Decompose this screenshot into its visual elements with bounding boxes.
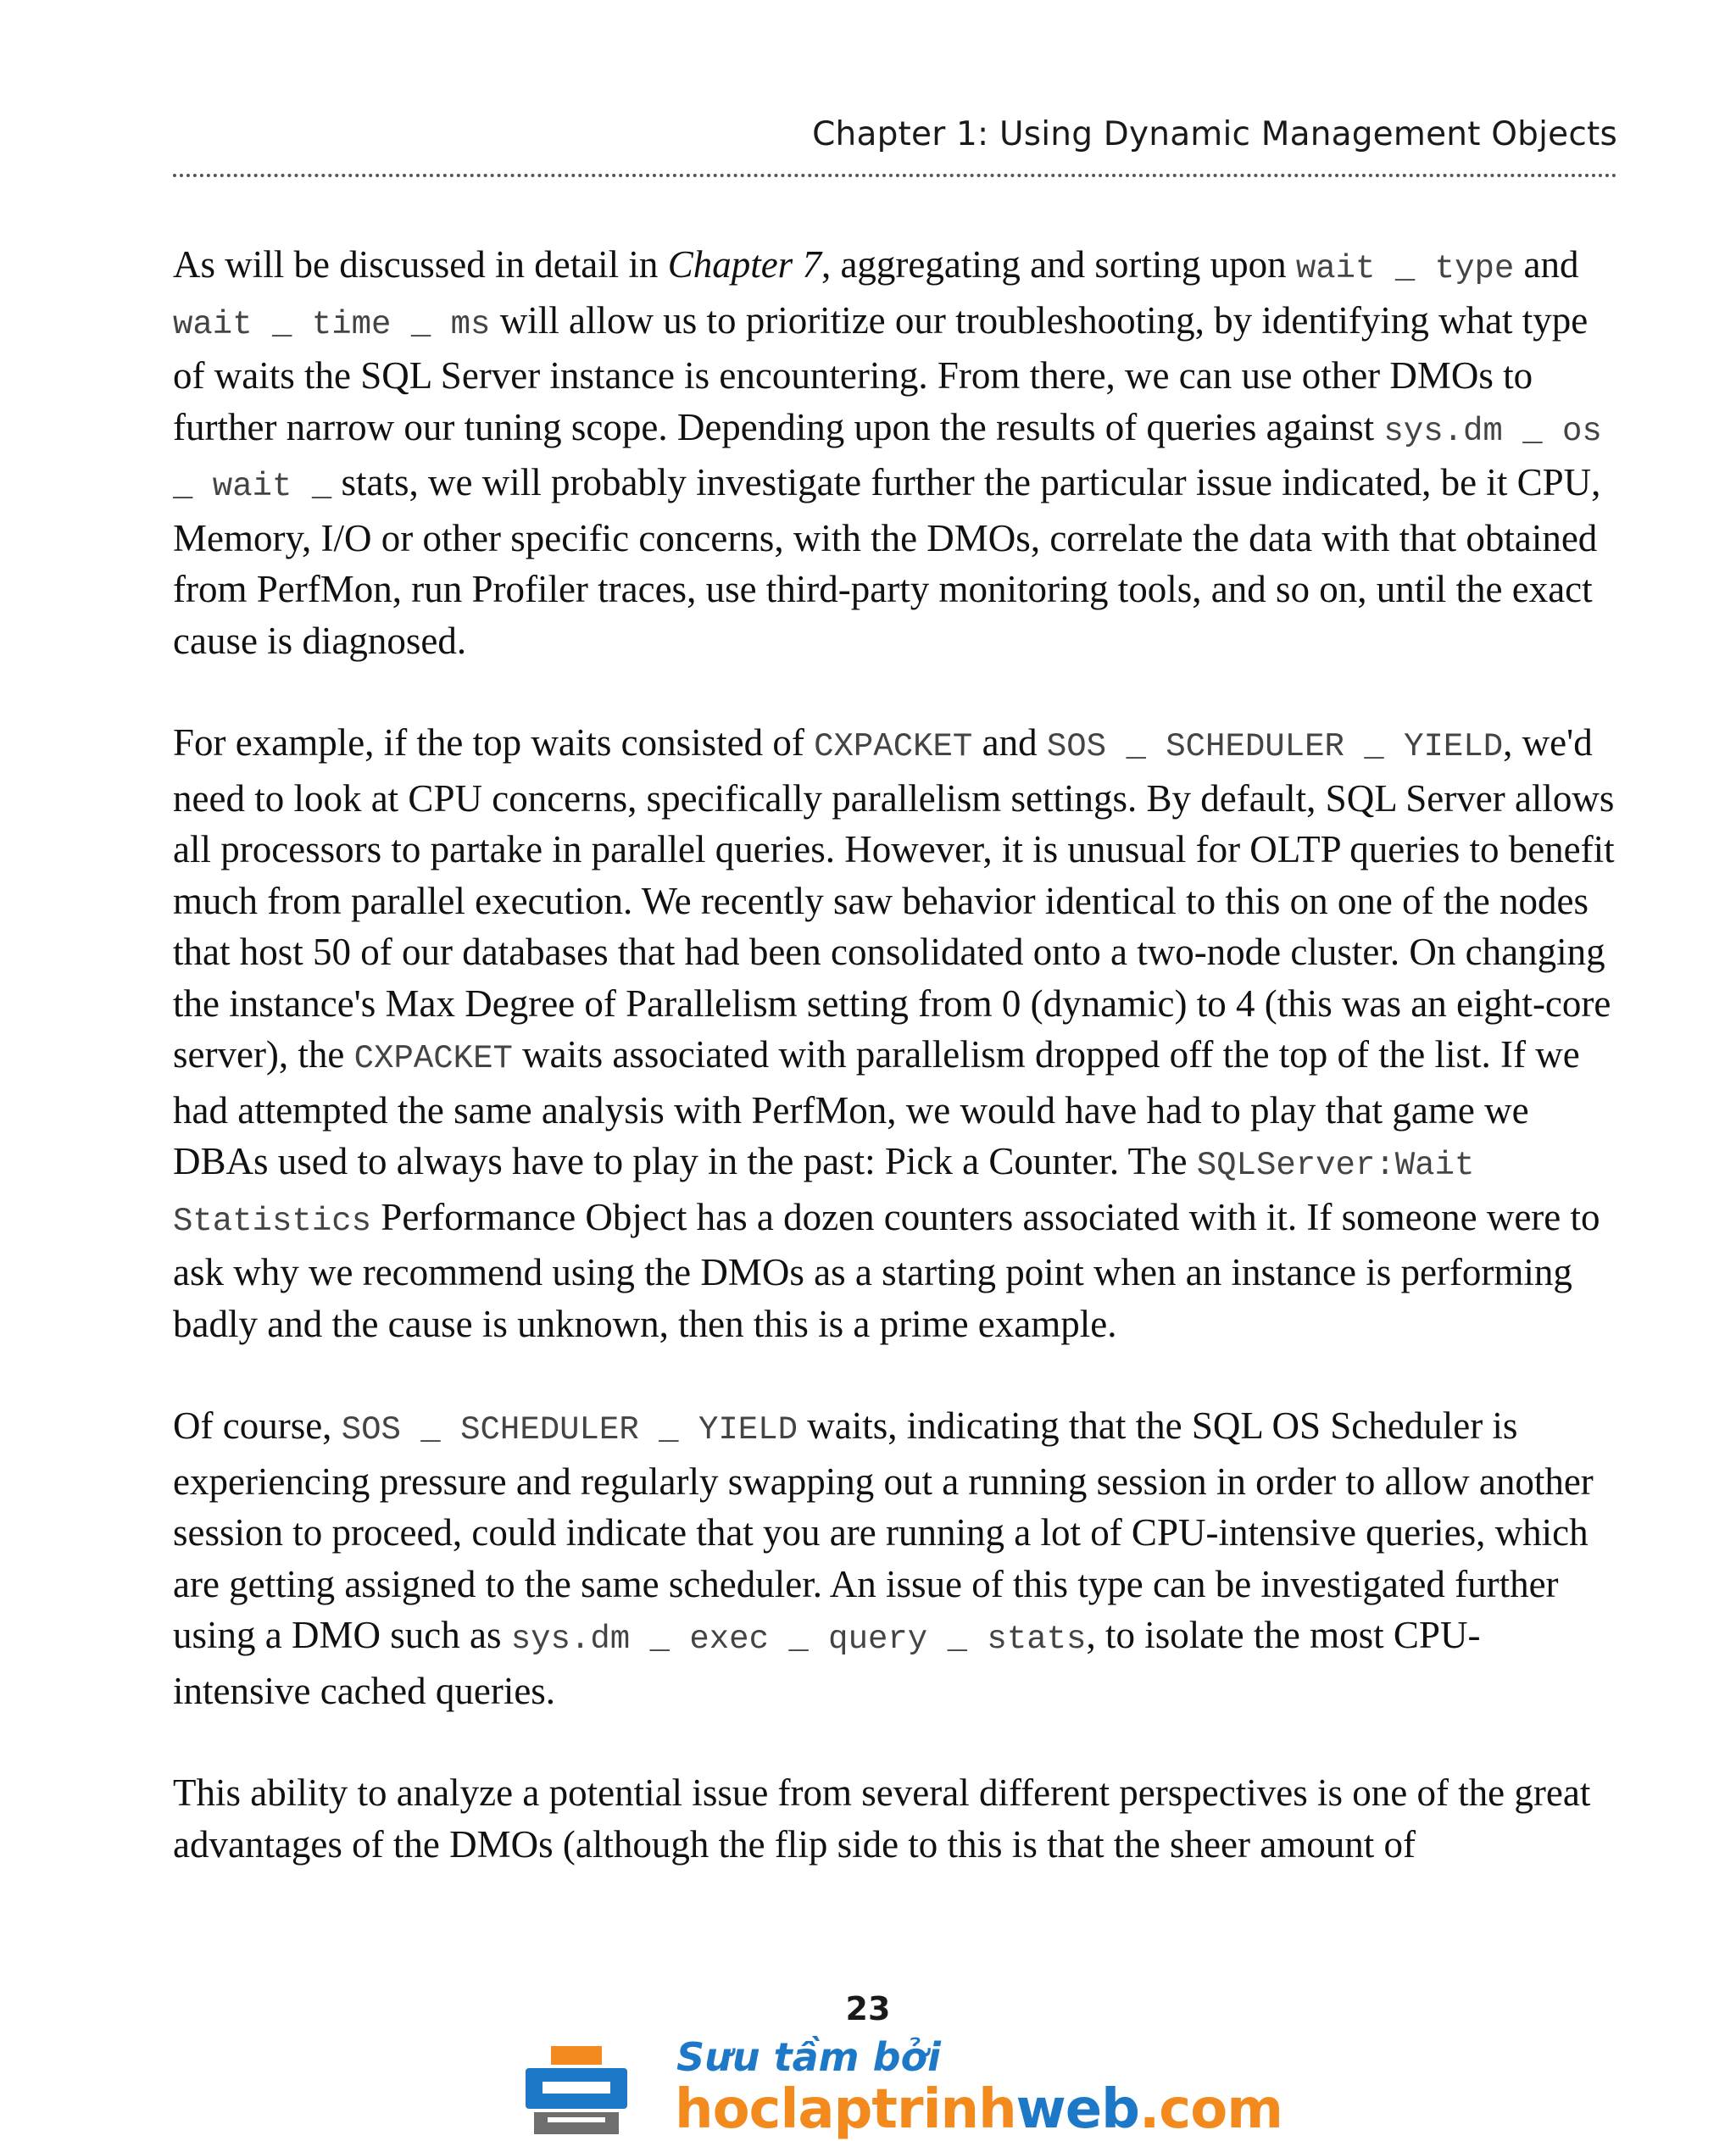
watermark-site-part: web bbox=[1015, 2078, 1139, 2141]
paragraph bbox=[173, 1767, 1617, 1870]
watermark-site-part: .com bbox=[1138, 2078, 1283, 2141]
text-run: As will be discussed in detail in bbox=[173, 243, 668, 286]
code-run: wait _ type bbox=[1295, 250, 1515, 287]
emphasis-run: Chapter 7 bbox=[667, 243, 821, 286]
watermark bbox=[526, 2034, 1283, 2141]
code-run: SOS _ SCHEDULER _ YIELD bbox=[341, 1411, 798, 1449]
text-run: For example, if the top waits consisted of bbox=[173, 721, 815, 764]
page-body bbox=[173, 239, 1617, 1921]
watermark-site-part: hoclaptrinh bbox=[675, 2078, 1016, 2141]
code-run: sys.dm _ exec _ query _ stats bbox=[510, 1621, 1087, 1658]
code-run: CXPACKET bbox=[814, 728, 973, 765]
code-run: CXPACKET bbox=[353, 1040, 513, 1077]
text-run: will allow us to prioritize our troubleshooting, by identifying what type of waits the SQL Server instance is encountering. From there, we can use other DMOs to further narrow our tuning scope. Depending upon the results of queries against bbox=[173, 298, 1589, 448]
paragraph bbox=[173, 239, 1617, 666]
header-dotted-rule bbox=[173, 174, 1617, 177]
text-run: , aggregating and sorting upon bbox=[821, 243, 1296, 286]
code-run: wait _ time _ ms bbox=[173, 305, 491, 343]
code-run: SQLServer:Wait Statistics bbox=[173, 1147, 1475, 1240]
code-run: sys.dm _ os _ wait _ bbox=[173, 412, 1602, 505]
code-run: SOS _ SCHEDULER _ YIELD bbox=[1046, 728, 1504, 765]
paragraph bbox=[173, 717, 1617, 1349]
text-run: and bbox=[1514, 243, 1579, 286]
paragraph bbox=[173, 1400, 1617, 1716]
text-run: , we'd need to look at CPU concerns, specifically parallelism settings. By default, SQL Server allows all processors to partake in parallel queries. However, it is unusual for OLTP queries to benefit much from parallel execution. We recently saw behavior identical to this on one of the nodes that host 50 of our databases that had been consolidated onto a two-node cluster. On changing the instance's Max Degree of Parallelism setting from 0 (dynamic) to 4 (this was an eight-core server), the bbox=[173, 721, 1615, 1076]
watermark-site bbox=[675, 2078, 1283, 2141]
text-run: and bbox=[972, 721, 1047, 764]
text-run: waits, indicating that the SQL OS Scheduler is experiencing pressure and regularly swapping out a running session in order to allow another session to proceed, could indicate that you are running a lot of CPU-intensive queries, which are getting assigned to the same scheduler. An issue of this type can be investigated further using a DMO such as bbox=[173, 1404, 1594, 1656]
text-run: Of course, bbox=[173, 1404, 342, 1447]
running-header: Chapter 1: Using Dynamic Management Objects bbox=[812, 115, 1617, 153]
text-run: waits associated with parallelism dropped off the top of the list. If we had attempted the same analysis with PerfMon, we would have had to play that game we DBAs used to always have to play in the past: Pick a Counter. The bbox=[173, 1033, 1580, 1182]
watermark-credit: Sưu tầm bởi bbox=[676, 2034, 941, 2080]
text-run: This ability to analyze a potential issue from several different perspectives is one of the great advantages of the DMOs (although the flip side to this is that the sheer amount of bbox=[173, 1771, 1591, 1866]
text-run: , to isolate the most CPU-intensive cached queries. bbox=[173, 1614, 1481, 1712]
text-run: Performance Object has a dozen counters associated with it. If someone were to ask why we recommend using the DMOs as a starting point when an instance is performing badly and the cause is unknown, then this is a prime example. bbox=[173, 1195, 1600, 1345]
page-number: 23 bbox=[845, 1990, 891, 2027]
printer-logo-icon bbox=[526, 2044, 627, 2136]
text-run: stats, we will probably investigate further the particular issue indicated, be it CPU, Memory, I/O or other specific concerns, with the DMOs, correlate the data with that obtained from PerfMon, run Profiler traces, use third-party monitoring tools, and so on, until the exact cause is diagnosed. bbox=[173, 461, 1601, 662]
